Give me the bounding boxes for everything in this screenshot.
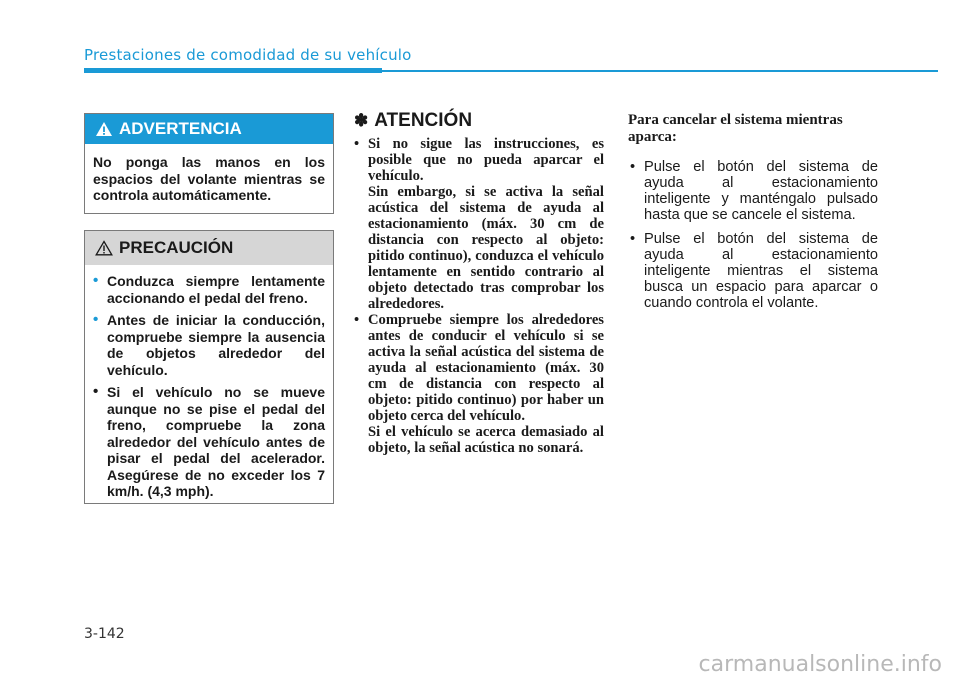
cancel-section — [628, 112, 878, 319]
attention-list — [354, 136, 604, 456]
caution-item: • Conduzca siempre lentamente accionando el pedal del freno. — [93, 273, 325, 306]
cancel-heading: Para cancelar el sistema mientras aparca: — [628, 112, 843, 145]
attention-title: ATENCIÓN — [374, 110, 473, 131]
caution-box-header — [85, 231, 333, 265]
asterisk-icon: ✽ — [354, 111, 369, 130]
attention-item — [354, 312, 604, 456]
attention-item-text: Si el vehículo se acerca demasiado al objeto, la señal acústica no sonará. — [368, 424, 604, 456]
attention-item-text: • Si no sigue las instrucciones, es posible que no pueda aparcar el vehículo. — [368, 136, 604, 184]
attention-heading — [354, 110, 604, 132]
warning-triangle-outline-icon — [95, 240, 113, 256]
cancel-item: • Pulse el botón del sistema de ayuda al estacionamiento inteligente mientras el sistema busca un espacio para aparcar o cuando controla el volante. — [628, 231, 878, 311]
attention-section — [354, 110, 604, 456]
warning-box-header — [85, 114, 333, 144]
attention-item-text: • Compruebe siempre los alrededores antes de conducir el vehículo si se activa la señal acústica del sistema de ayuda al estacionamiento (máx. 30 cm de distancia con respecto al objeto: pitido continuo) por haber un objeto cerca del vehículo. — [368, 312, 604, 424]
section-title: Prestaciones de comodidad de su vehículo — [84, 46, 412, 64]
warning-box — [84, 113, 334, 214]
page-number: 3-142 — [84, 626, 125, 642]
watermark: carmanualsonline.info — [698, 652, 942, 677]
attention-item-text: Sin embargo, si se activa la señal acústica del sistema de ayuda al estacionamiento (máx. 30 cm de distancia con respecto al objeto: pitido continuo), conduzca el vehículo lentamente en sentido contrario al objeto detectado tras comprobar los alrededores. — [368, 184, 604, 312]
cancel-list — [628, 159, 878, 311]
caution-box-title: PRECAUCIÓN — [119, 238, 234, 257]
warning-box-title: ADVERTENCIA — [119, 119, 242, 138]
caution-item: • Antes de iniciar la conducción, compruebe siempre la ausencia de objetos alrededor del vehículo. — [93, 312, 325, 378]
header-rule-thick — [84, 68, 382, 73]
warning-box-text: No ponga las manos en los espacios del volante mientras se controla automáticamente. — [93, 154, 325, 203]
caution-list — [93, 273, 325, 500]
warning-triangle-icon — [95, 121, 113, 137]
caution-item: • Si el vehículo no se mueve aunque no se pise el pedal del freno, compruebe la zona alrededor del vehículo antes de pisar el pedal del acelerador. Asegúrese de no exceder los 7 km/h. (4,3 mph). — [93, 384, 325, 500]
cancel-item: • Pulse el botón del sistema de ayuda al estacionamiento inteligente y manténgalo pulsado hasta que se cancele el sistema. — [628, 159, 878, 223]
header-rule-thin — [382, 70, 938, 72]
caution-box — [84, 230, 334, 504]
attention-item — [354, 136, 604, 312]
